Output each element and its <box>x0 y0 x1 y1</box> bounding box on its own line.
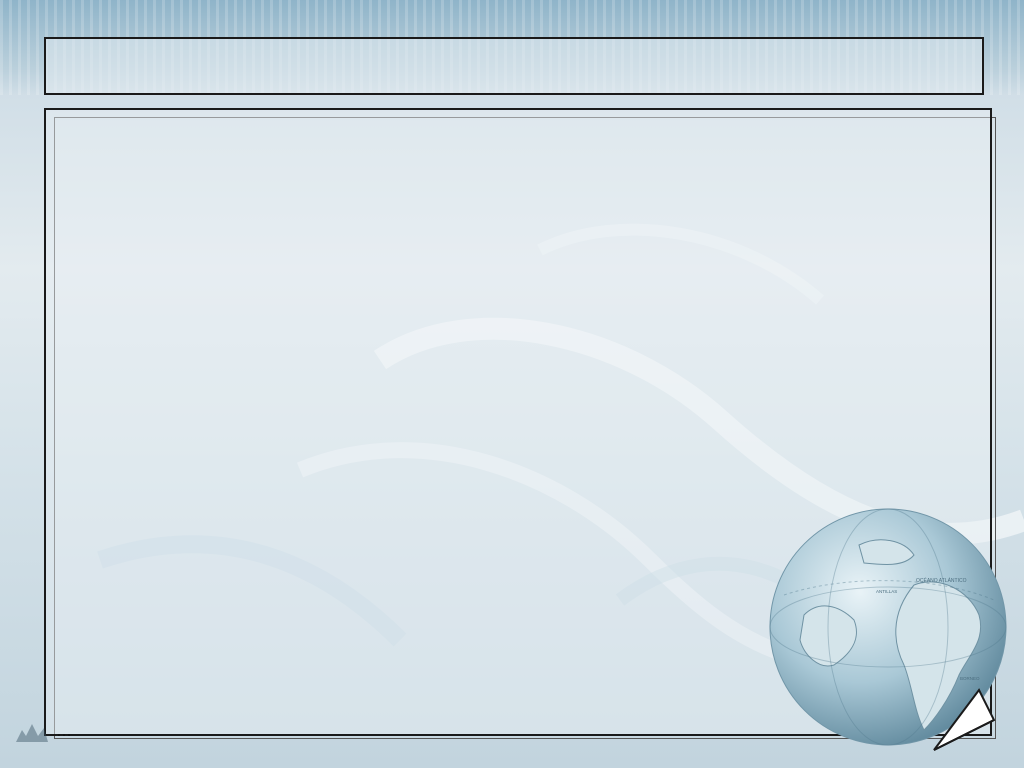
footer-logo: … <box>14 717 72 747</box>
svg-text:OCÉANO ATLÁNTICO: OCÉANO ATLÁNTICO <box>916 578 967 584</box>
title-banner <box>44 37 984 95</box>
svg-text:ANTILLAS: ANTILLAS <box>876 589 898 594</box>
svg-text:BORNEO: BORNEO <box>960 676 980 681</box>
section-a-heading <box>96 267 101 289</box>
animation-factory-icon <box>14 720 50 744</box>
globe-icon <box>764 505 1014 755</box>
